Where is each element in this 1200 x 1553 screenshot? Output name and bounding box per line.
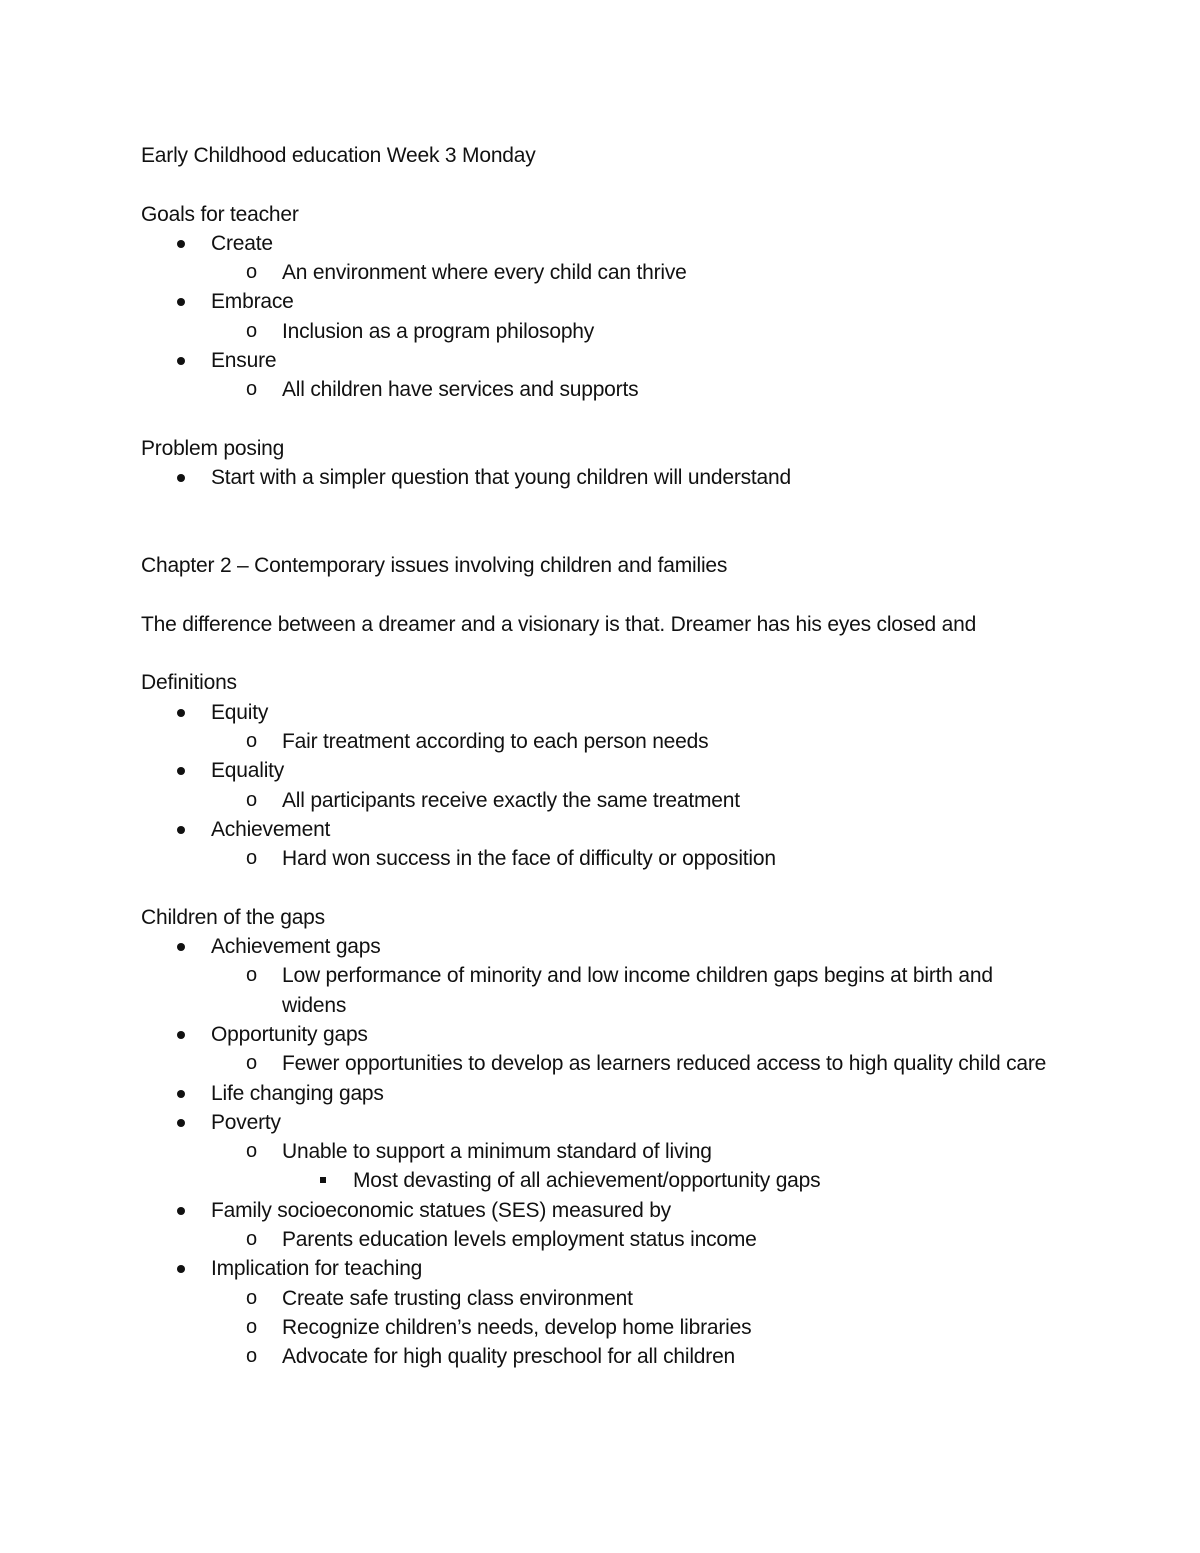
sub-list-item-text: Fewer opportunities to develop as learners reduced access to high quality child care bbox=[282, 1052, 1047, 1076]
sub-list-item-text: Advocate for high quality preschool for all children bbox=[282, 1345, 736, 1369]
sub-list-item bbox=[141, 1313, 1061, 1342]
sub-list-item bbox=[141, 375, 1061, 404]
gaps-heading: Children of the gaps bbox=[141, 905, 325, 929]
sub-list-item-text: Parents education levels employment status income bbox=[282, 1227, 757, 1251]
list-item bbox=[141, 1108, 1061, 1137]
sub-sub-list-item-text: Most devasting of all achievement/opportunity gaps bbox=[353, 1169, 821, 1193]
list-item bbox=[141, 287, 1061, 316]
problem-heading: Problem posing bbox=[141, 436, 285, 460]
spacer bbox=[141, 580, 1061, 609]
sub-list-item-text: Low performance of minority and low income children gaps begins at birth and widens bbox=[282, 964, 993, 1017]
sub-list-item bbox=[141, 258, 1061, 287]
sub-list-item-text: Unable to support a minimum standard of living bbox=[282, 1140, 712, 1164]
list-item bbox=[141, 346, 1061, 375]
sub-list-item bbox=[141, 786, 1061, 815]
list-item-text: Embrace bbox=[211, 290, 294, 314]
list-item-text: Family socioeconomic statues (SES) measured by bbox=[211, 1198, 671, 1222]
sub-list-item-text: An environment where every child can thrive bbox=[282, 261, 687, 285]
sub-list-item-text: Inclusion as a program philosophy bbox=[282, 319, 595, 343]
spacer bbox=[141, 493, 1061, 552]
spacer bbox=[141, 639, 1061, 668]
sub-list-item-text: Hard won success in the face of difficulty or opposition bbox=[282, 847, 776, 871]
list-item-text: Start with a simpler question that young children will understand bbox=[211, 466, 791, 490]
sub-list-item-text: All participants receive exactly the same treatment bbox=[282, 788, 740, 812]
sub-list-item bbox=[141, 1225, 1061, 1254]
list-item bbox=[141, 815, 1061, 844]
list-item-text: Achievement bbox=[211, 817, 331, 841]
list-item bbox=[141, 229, 1061, 258]
sub-list-item bbox=[141, 844, 1061, 873]
list-item-text: Poverty bbox=[211, 1110, 281, 1134]
definitions-heading: Definitions bbox=[141, 671, 237, 695]
sub-list-item bbox=[141, 727, 1061, 756]
list-item bbox=[141, 1020, 1061, 1049]
spacer bbox=[141, 170, 1061, 199]
list-item bbox=[141, 698, 1061, 727]
list-item-text: Opportunity gaps bbox=[211, 1022, 368, 1046]
list-item-text: Life changing gaps bbox=[211, 1081, 384, 1105]
chapter-heading: Chapter 2 – Contemporary issues involving children and families bbox=[141, 554, 728, 578]
list-item-text: Create bbox=[211, 231, 273, 255]
list-item bbox=[141, 1254, 1061, 1283]
sub-list-item bbox=[141, 1049, 1061, 1078]
sub-list-item bbox=[141, 1137, 1061, 1166]
sub-list-item bbox=[141, 1284, 1061, 1313]
spacer bbox=[141, 405, 1061, 434]
goals-heading: Goals for teacher bbox=[141, 202, 299, 226]
sub-list-item bbox=[141, 961, 1061, 1020]
sub-list-item bbox=[141, 317, 1061, 346]
list-item-text: Achievement gaps bbox=[211, 935, 381, 959]
sub-list-item-text: Fair treatment according to each person needs bbox=[282, 729, 709, 753]
quote-line: The difference between a dreamer and a visionary is that. Dreamer has his eyes closed and bbox=[141, 612, 977, 636]
list-item-text: Equality bbox=[211, 759, 285, 783]
document-title: Early Childhood education Week 3 Monday bbox=[141, 144, 536, 167]
spacer bbox=[141, 873, 1061, 902]
list-item bbox=[141, 1079, 1061, 1108]
list-item bbox=[141, 1196, 1061, 1225]
list-item-text: Ensure bbox=[211, 349, 277, 373]
sub-list-item-text: Create safe trusting class environment bbox=[282, 1286, 633, 1310]
list-item-text: Equity bbox=[211, 700, 269, 724]
list-item bbox=[141, 756, 1061, 785]
list-item bbox=[141, 463, 1061, 492]
sub-list-item-text: Recognize children’s needs, develop home libraries bbox=[282, 1315, 752, 1339]
list-item-text: Implication for teaching bbox=[211, 1257, 423, 1281]
list-item bbox=[141, 932, 1061, 961]
sub-sub-list-item bbox=[141, 1166, 1061, 1195]
sub-list-item bbox=[141, 1342, 1061, 1371]
document-body bbox=[141, 141, 1061, 1371]
sub-list-item-text: All children have services and supports bbox=[282, 378, 639, 402]
